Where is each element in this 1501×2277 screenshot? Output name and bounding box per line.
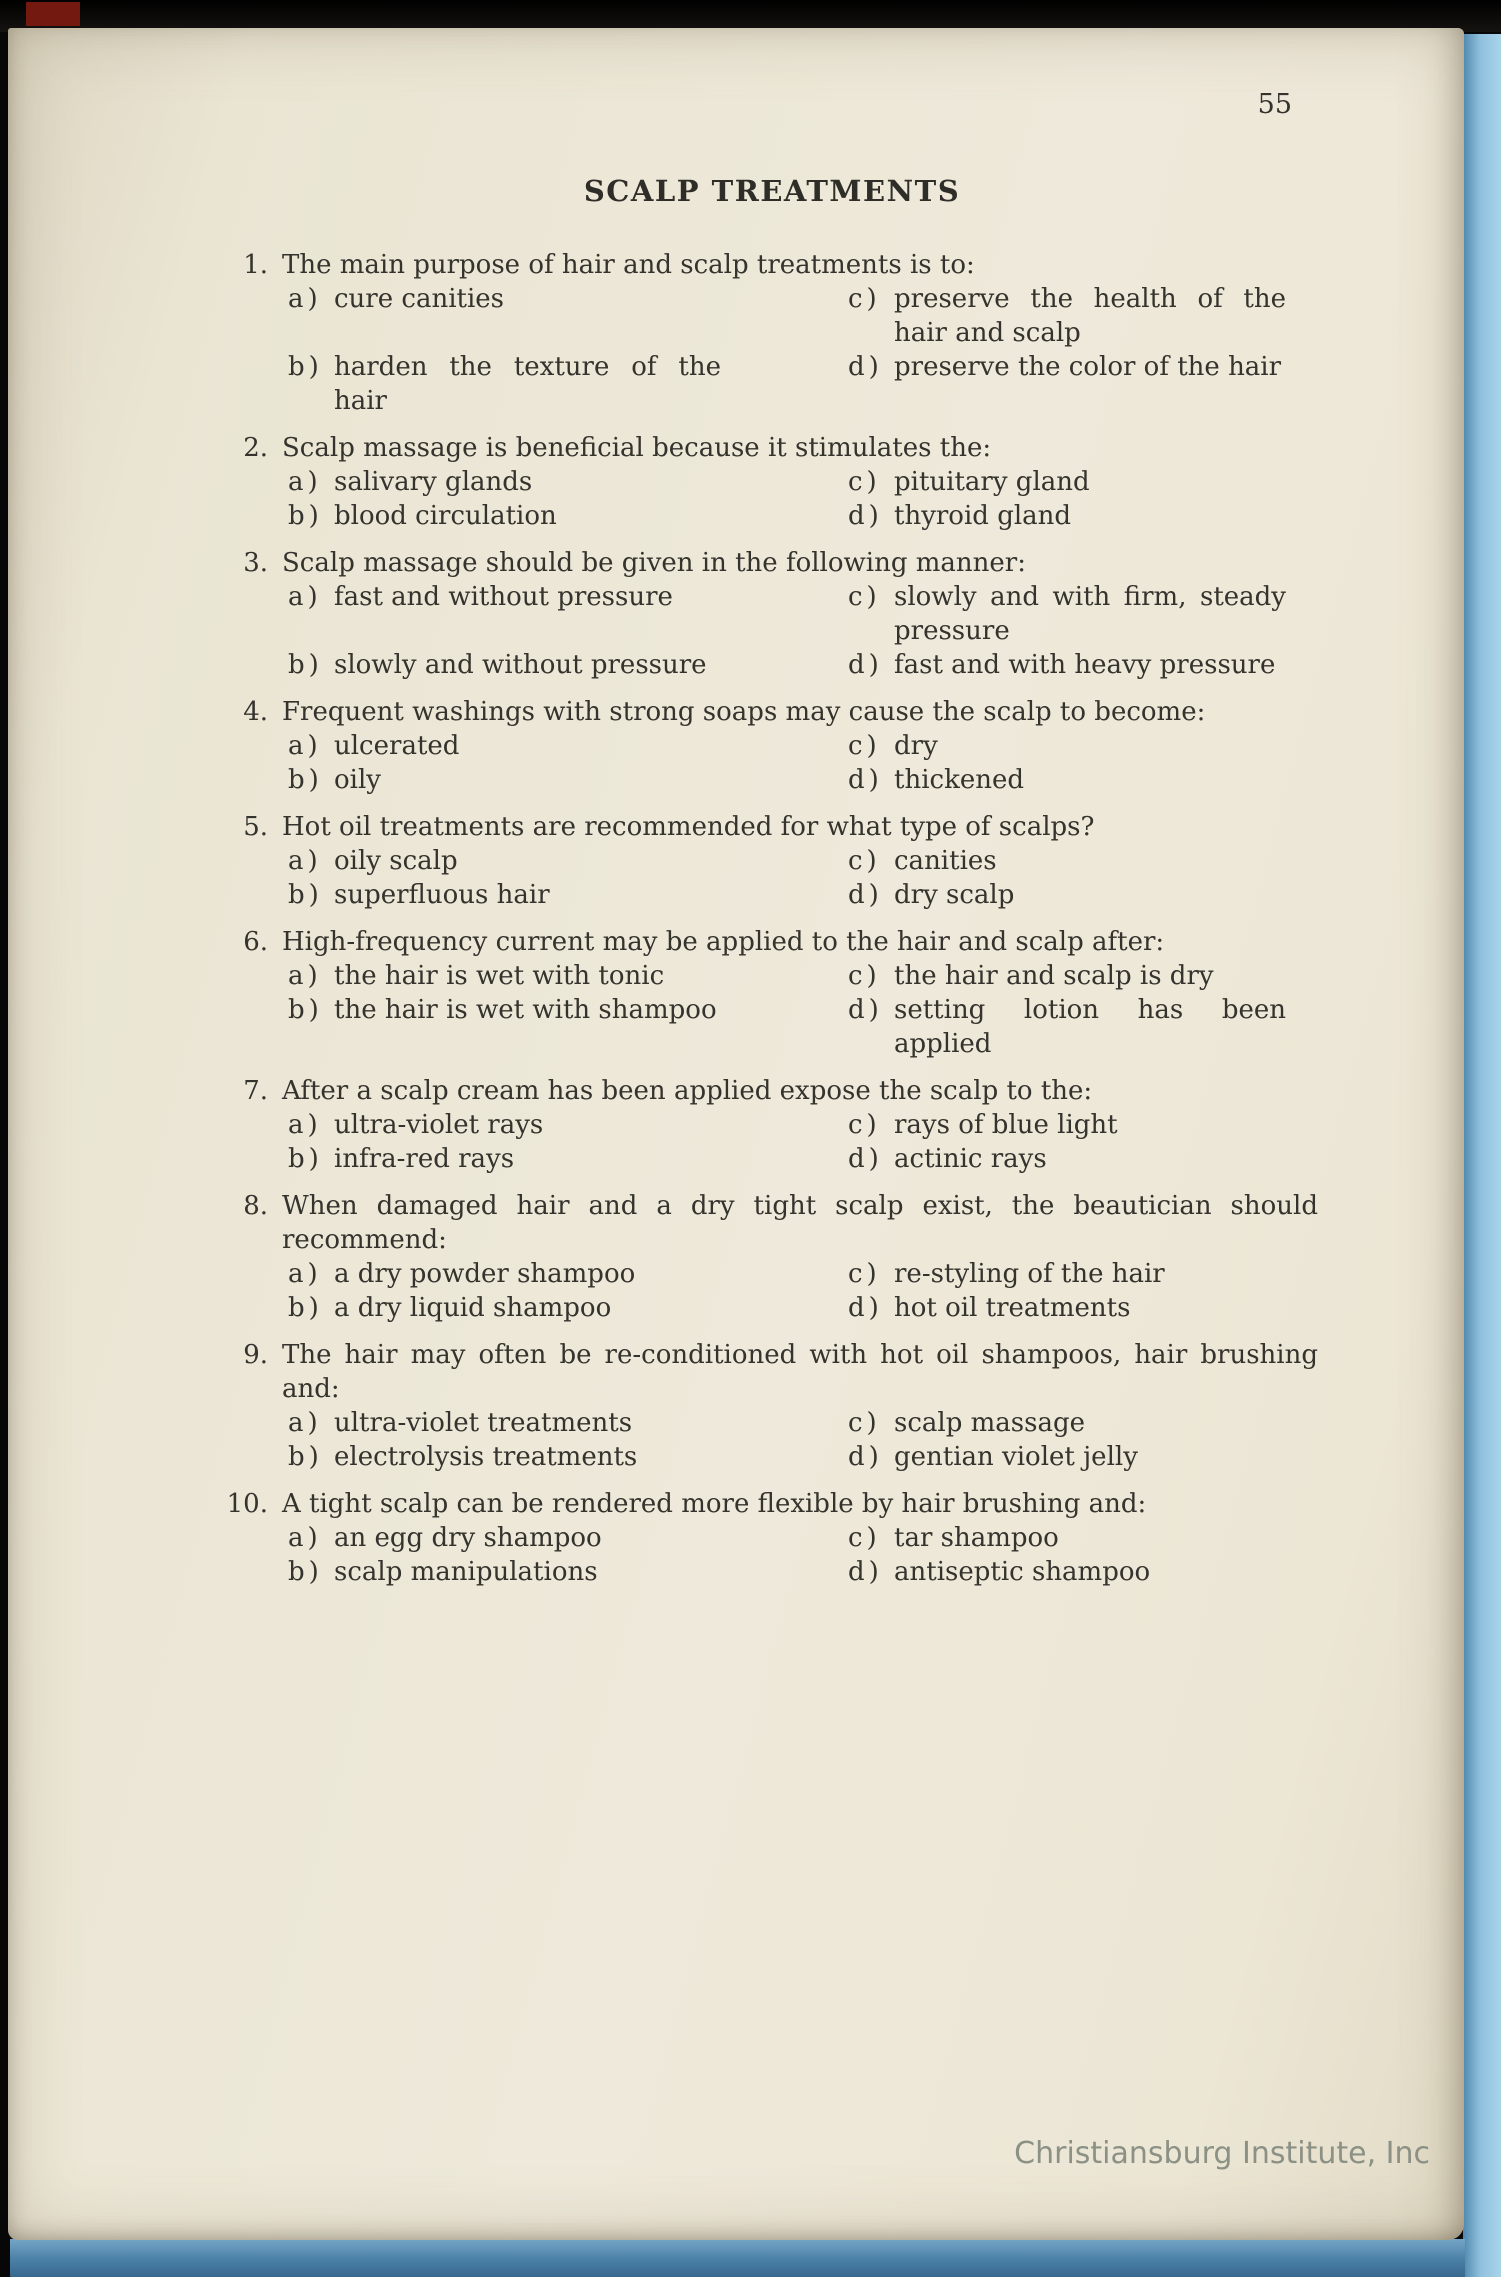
page-title: SCALP TREATMENTS <box>583 174 961 208</box>
option-letter: d) <box>848 765 883 795</box>
question-number: 4. <box>243 697 268 727</box>
answer-option <box>288 1108 721 1142</box>
answer-option <box>288 1521 721 1555</box>
question-item <box>222 248 1322 418</box>
option-text: the hair and scalp is dry <box>894 961 1214 991</box>
option-letter: a) <box>288 1523 322 1553</box>
answer-option <box>288 580 721 648</box>
answer-option <box>288 878 721 912</box>
option-letter: d) <box>848 352 883 382</box>
answer-option <box>288 648 721 682</box>
question-options <box>288 1108 1322 1176</box>
question-options <box>288 729 1322 797</box>
option-letter: d) <box>848 880 883 910</box>
question-text: High-frequency current may be applied to the hair and scalp after: <box>282 927 1165 957</box>
answer-option <box>288 763 721 797</box>
option-letter: b) <box>288 352 323 382</box>
answer-option <box>288 1555 721 1589</box>
question-head <box>222 810 1322 844</box>
question-head <box>222 1338 1322 1406</box>
option-letter: d) <box>848 995 883 1025</box>
option-text: fast and without pressure <box>334 582 673 612</box>
answer-option <box>288 1440 721 1474</box>
option-letter: c) <box>848 284 881 314</box>
question-head <box>222 546 1322 580</box>
option-letter: a) <box>288 284 322 314</box>
option-letter: a) <box>288 731 322 761</box>
option-letter: a) <box>288 1259 322 1289</box>
answer-option <box>848 729 1286 763</box>
option-letter: d) <box>848 1442 883 1472</box>
option-letter: a) <box>288 846 322 876</box>
question-options <box>288 465 1322 533</box>
question-item <box>222 1487 1322 1589</box>
answer-option <box>848 1555 1286 1589</box>
option-text: dry scalp <box>894 880 1015 910</box>
question-head <box>222 1487 1322 1521</box>
question-list <box>222 248 1322 1589</box>
question-text: After a scalp cream has been applied expose the scalp to the: <box>282 1076 1093 1106</box>
question-item <box>222 431 1322 533</box>
question-number: 5. <box>243 812 268 842</box>
red-sticker <box>26 2 80 26</box>
answer-option <box>848 1142 1286 1176</box>
option-text: oily <box>334 765 381 795</box>
answer-option <box>288 1257 721 1291</box>
option-letter: c) <box>848 961 881 991</box>
answer-option <box>848 1521 1286 1555</box>
answer-option <box>288 959 721 993</box>
answer-option <box>288 729 721 763</box>
question-head <box>222 695 1322 729</box>
option-text: slowly and with firm, steady pressure <box>894 582 1286 646</box>
answer-option <box>848 465 1286 499</box>
question-number: 3. <box>243 548 268 578</box>
option-letter: a) <box>288 961 322 991</box>
option-text: thyroid gland <box>894 501 1072 531</box>
option-text: the hair is wet with shampoo <box>334 995 717 1025</box>
paper-page <box>8 28 1464 2240</box>
question-item <box>222 1189 1322 1325</box>
answer-option <box>848 844 1286 878</box>
question-item <box>222 925 1322 1061</box>
question-options <box>288 282 1322 418</box>
option-letter: b) <box>288 501 323 531</box>
option-text: setting lotion has been applied <box>894 995 1286 1059</box>
question-head <box>222 1074 1322 1108</box>
option-text: antiseptic shampoo <box>894 1557 1151 1587</box>
option-letter: d) <box>848 1293 883 1323</box>
answer-option <box>288 465 721 499</box>
option-text: superfluous hair <box>334 880 550 910</box>
question-head <box>222 1189 1322 1257</box>
question-item <box>222 810 1322 912</box>
option-text: rays of blue light <box>894 1110 1118 1140</box>
question-options <box>288 580 1322 682</box>
option-text: preserve the color of the hair <box>894 352 1282 382</box>
question-number: 10. <box>226 1489 268 1519</box>
option-letter: d) <box>848 650 883 680</box>
question-number: 8. <box>243 1191 268 1221</box>
option-letter: c) <box>848 1523 881 1553</box>
option-text: thickened <box>894 765 1024 795</box>
answer-option <box>848 993 1286 1061</box>
option-text: hot oil treatments <box>894 1293 1131 1323</box>
question-text: Scalp massage is beneficial because it stimulates the: <box>282 433 992 463</box>
option-text: cure canities <box>334 284 505 314</box>
watermark: Christiansburg Institute, Inc <box>1014 2136 1430 2171</box>
option-text: a dry liquid shampoo <box>334 1293 612 1323</box>
page-number: 55 <box>1257 89 1292 120</box>
page-content <box>222 88 1322 1602</box>
answer-option <box>288 350 721 418</box>
answer-option <box>848 1108 1286 1142</box>
answer-option <box>848 1406 1286 1440</box>
question-text: Scalp massage should be given in the following manner: <box>282 548 1026 578</box>
option-text: an egg dry shampoo <box>334 1523 602 1553</box>
question-item <box>222 1338 1322 1474</box>
answer-option <box>848 1291 1286 1325</box>
question-number: 6. <box>243 927 268 957</box>
option-letter: c) <box>848 1110 881 1140</box>
book-edge-right <box>1463 34 1501 2277</box>
option-text: slowly and without pressure <box>334 650 707 680</box>
answer-option <box>288 282 721 350</box>
question-head <box>222 248 1322 282</box>
option-text: the hair is wet with tonic <box>334 961 665 991</box>
answer-option <box>848 1440 1286 1474</box>
question-head <box>222 431 1322 465</box>
question-item <box>222 546 1322 682</box>
question-text: The main purpose of hair and scalp treatments is to: <box>282 250 975 280</box>
option-letter: a) <box>288 582 322 612</box>
answer-option <box>848 648 1286 682</box>
answer-option <box>288 1406 721 1440</box>
option-letter: c) <box>848 582 881 612</box>
question-number: 7. <box>243 1076 268 1106</box>
option-letter: c) <box>848 467 881 497</box>
option-text: preserve the health of the hair and scalp <box>894 284 1286 348</box>
option-letter: c) <box>848 1259 881 1289</box>
answer-option <box>288 499 721 533</box>
question-item <box>222 1074 1322 1176</box>
option-text: scalp massage <box>894 1408 1086 1438</box>
option-text: fast and with heavy pressure <box>894 650 1276 680</box>
option-text: ultra-violet rays <box>334 1110 544 1140</box>
option-text: infra-red rays <box>334 1144 515 1174</box>
answer-option <box>848 878 1286 912</box>
question-item <box>222 695 1322 797</box>
option-letter: b) <box>288 1144 323 1174</box>
question-text: Hot oil treatments are recommended for what type of scalps? <box>282 812 1095 842</box>
option-letter: b) <box>288 995 323 1025</box>
answer-option <box>848 763 1286 797</box>
question-options <box>288 1257 1322 1325</box>
option-text: electrolysis treatments <box>334 1442 638 1472</box>
option-text: salivary glands <box>334 467 533 497</box>
option-letter: c) <box>848 846 881 876</box>
option-text: pituitary gland <box>894 467 1090 497</box>
question-number: 9. <box>243 1340 268 1370</box>
answer-option <box>848 580 1286 648</box>
option-text: blood circulation <box>334 501 557 531</box>
option-letter: b) <box>288 880 323 910</box>
option-text: ulcerated <box>334 731 460 761</box>
option-letter: a) <box>288 467 322 497</box>
option-letter: b) <box>288 1442 323 1472</box>
option-letter: a) <box>288 1408 322 1438</box>
answer-option <box>848 959 1286 993</box>
question-options <box>288 959 1322 1061</box>
option-text: tar shampoo <box>894 1523 1059 1553</box>
answer-option <box>288 993 721 1061</box>
question-number: 2. <box>243 433 268 463</box>
option-letter: d) <box>848 501 883 531</box>
option-text: oily scalp <box>334 846 458 876</box>
option-letter: a) <box>288 1110 322 1140</box>
option-text: scalp manipulations <box>334 1557 598 1587</box>
answer-option <box>848 282 1286 350</box>
option-letter: d) <box>848 1557 883 1587</box>
question-text: When damaged hair and a dry tight scalp exist, the beautician should recommend: <box>282 1191 1318 1255</box>
answer-option <box>848 350 1286 418</box>
option-text: actinic rays <box>894 1144 1047 1174</box>
question-number: 1. <box>243 250 268 280</box>
option-letter: c) <box>848 1408 881 1438</box>
option-letter: c) <box>848 731 881 761</box>
answer-option <box>288 844 721 878</box>
question-text: A tight scalp can be rendered more flexible by hair brushing and: <box>282 1489 1147 1519</box>
answer-option <box>288 1142 721 1176</box>
option-text: gentian violet jelly <box>894 1442 1138 1472</box>
option-text: canities <box>894 846 997 876</box>
question-text: Frequent washings with strong soaps may cause the scalp to become: <box>282 697 1206 727</box>
answer-option <box>848 499 1286 533</box>
answer-option <box>848 1257 1286 1291</box>
option-text: dry <box>894 731 938 761</box>
question-options <box>288 1521 1322 1589</box>
option-text: ultra-violet treatments <box>334 1408 633 1438</box>
book-edge-bottom <box>10 2239 1465 2277</box>
question-options <box>288 844 1322 912</box>
option-letter: d) <box>848 1144 883 1174</box>
question-head <box>222 925 1322 959</box>
option-text: harden the texture of the hair <box>334 352 721 416</box>
question-text: The hair may often be re-conditioned with hot oil shampoos, hair brushing and: <box>282 1340 1318 1404</box>
question-options <box>288 1406 1322 1474</box>
option-letter: b) <box>288 1557 323 1587</box>
option-letter: b) <box>288 1293 323 1323</box>
option-letter: b) <box>288 765 323 795</box>
option-text: re-styling of the hair <box>894 1259 1165 1289</box>
answer-option <box>288 1291 721 1325</box>
option-text: a dry powder shampoo <box>334 1259 636 1289</box>
option-letter: b) <box>288 650 323 680</box>
